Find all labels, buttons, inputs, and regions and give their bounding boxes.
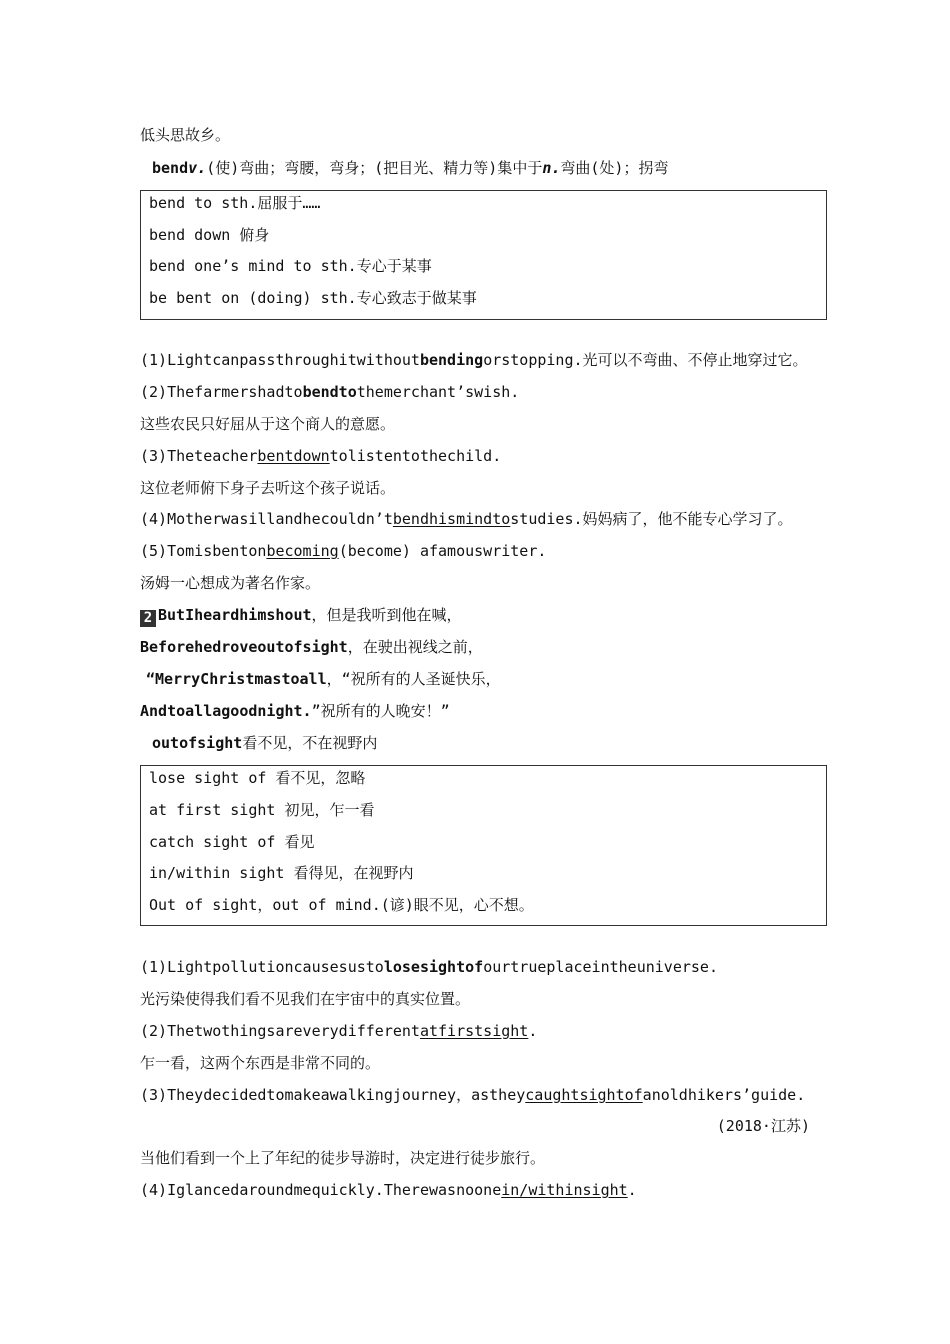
sight-example-3 xyxy=(140,1085,805,1105)
poem-cn: ，但是我听到他在喊， xyxy=(311,606,462,624)
sight-phrase-2: at first sight 初见，乍一看 xyxy=(149,801,375,819)
bend-example-2 xyxy=(140,382,519,402)
bend-example-4 xyxy=(140,509,793,529)
example-answer: bendhismindto xyxy=(392,510,511,528)
example-text: ourtrueplaceintheuniverse. xyxy=(483,958,718,976)
sight-example-3-source: (2018·江苏) xyxy=(716,1117,810,1135)
sight-example-1-cn: 光污染使得我们看不见我们在宇宙中的真实位置。 xyxy=(140,990,471,1008)
example-text: (2)Thetwothingsareverydifferent xyxy=(140,1022,420,1040)
example-text: (3)Theteacher xyxy=(140,447,258,465)
example-text: (5)Tomisbenton xyxy=(140,542,267,560)
example-text: (3)Theydecidedtomakeawalkingjourney，asthey xyxy=(140,1086,526,1104)
example-answer: bentdown xyxy=(257,447,330,465)
example-text: tolistentothechild. xyxy=(329,447,502,465)
bend-example-5 xyxy=(140,541,546,561)
example-text: studies.妈妈病了，他不能专心学习了。 xyxy=(510,510,793,528)
bend-entry xyxy=(152,158,668,178)
example-answer: losesightof xyxy=(383,958,484,976)
sight-def: 看不见，不在视野内 xyxy=(242,734,378,752)
bend-phrase-box xyxy=(140,190,827,320)
poem-line-1 xyxy=(140,605,462,627)
bend-example-1 xyxy=(140,350,808,370)
section-number-badge: 2 xyxy=(140,610,156,627)
poem-en: Andtoallagoodnight. xyxy=(140,702,312,720)
sight-example-2-cn: 乍一看，这两个东西是非常不同的。 xyxy=(140,1054,381,1072)
example-answer: in/withinsight xyxy=(501,1181,628,1199)
sight-word: outofsight xyxy=(152,734,243,752)
sight-phrase-4: in/within sight 看得见，在视野内 xyxy=(149,864,414,882)
example-text: (1)Lightcanpassthroughitwithout xyxy=(140,351,420,369)
example-answer: atfirstsight xyxy=(419,1022,529,1040)
example-answer: bending xyxy=(419,351,484,369)
sight-phrase-5: Out of sight，out of mind.(谚)眼不见，心不想。 xyxy=(149,896,534,914)
sight-phrase-3: catch sight of 看见 xyxy=(149,833,315,851)
example-text: anoldhikers’guide. xyxy=(642,1086,806,1104)
example-text: orstopping.光可以不弯曲、不停止地穿过它。 xyxy=(483,351,808,369)
poem-line-3 xyxy=(146,669,501,689)
bend-phrase-3: bend one’s mind to sth.专心于某事 xyxy=(149,257,432,275)
sight-example-1 xyxy=(140,957,718,977)
example-answer: bendto xyxy=(302,383,357,401)
bend-pos-n: n. xyxy=(542,159,561,177)
bend-phrase-1: bend to sth.屈服于…… xyxy=(149,194,321,212)
sight-example-2 xyxy=(140,1021,537,1041)
poem-en: Beforehedroveoutofsight xyxy=(140,638,348,656)
poem-cn: ”祝所有的人晚安！” xyxy=(311,702,450,720)
poem-en: ButIheardhimshout xyxy=(158,606,312,624)
example-answer: becoming xyxy=(266,542,339,560)
bend-def-n: 弯曲(处)；拐弯 xyxy=(560,159,669,177)
poem-line-2 xyxy=(140,637,483,657)
sight-entry xyxy=(152,733,377,753)
poem-line-4 xyxy=(140,701,450,721)
bend-word: bend xyxy=(152,159,189,177)
bend-example-3-cn: 这位老师俯下身子去听这个孩子说话。 xyxy=(140,479,396,497)
sight-example-3-cn: 当他们看到一个上了年纪的徒步导游时，决定进行徒步旅行。 xyxy=(140,1149,546,1167)
poem-cn: ，在驶出视线之前， xyxy=(347,638,483,656)
bend-def-v: (使)弯曲；弯腰，弯身；(把目光、精力等)集中于 xyxy=(206,159,543,177)
poem-en: “MerryChristmastoall xyxy=(146,670,327,688)
sight-phrase-1: lose sight of 看不见，忽略 xyxy=(149,769,366,787)
poem-cn: ，“祝所有的人圣诞快乐， xyxy=(326,670,501,688)
bend-phrase-2: bend down 俯身 xyxy=(149,226,270,244)
example-text: . xyxy=(528,1022,538,1040)
sight-phrase-box xyxy=(140,765,827,926)
example-answer: caughtsightof xyxy=(525,1086,643,1104)
example-text: (2)Thefarmershadto xyxy=(140,383,303,401)
intro-line: 低头思故乡。 xyxy=(140,126,231,144)
example-text: themerchant’swish. xyxy=(356,383,520,401)
bend-example-3 xyxy=(140,446,501,466)
example-text: (become) afamouswriter. xyxy=(338,542,547,560)
bend-pos-v: v. xyxy=(188,159,207,177)
bend-phrase-4: be bent on (doing) sth.专心致志于做某事 xyxy=(149,289,477,307)
bend-example-5-cn: 汤姆一心想成为著名作家。 xyxy=(140,574,321,592)
example-text: (4)Iglancedaroundmequickly.Therewasnoone xyxy=(140,1181,502,1199)
bend-example-2-cn: 这些农民只好屈从于这个商人的意愿。 xyxy=(140,415,396,433)
sight-example-4 xyxy=(140,1180,637,1200)
example-text: (4)Motherwasillandhecouldn’t xyxy=(140,510,393,528)
example-text: (1)Lightpollutioncausesusto xyxy=(140,958,384,976)
example-text: . xyxy=(627,1181,637,1199)
